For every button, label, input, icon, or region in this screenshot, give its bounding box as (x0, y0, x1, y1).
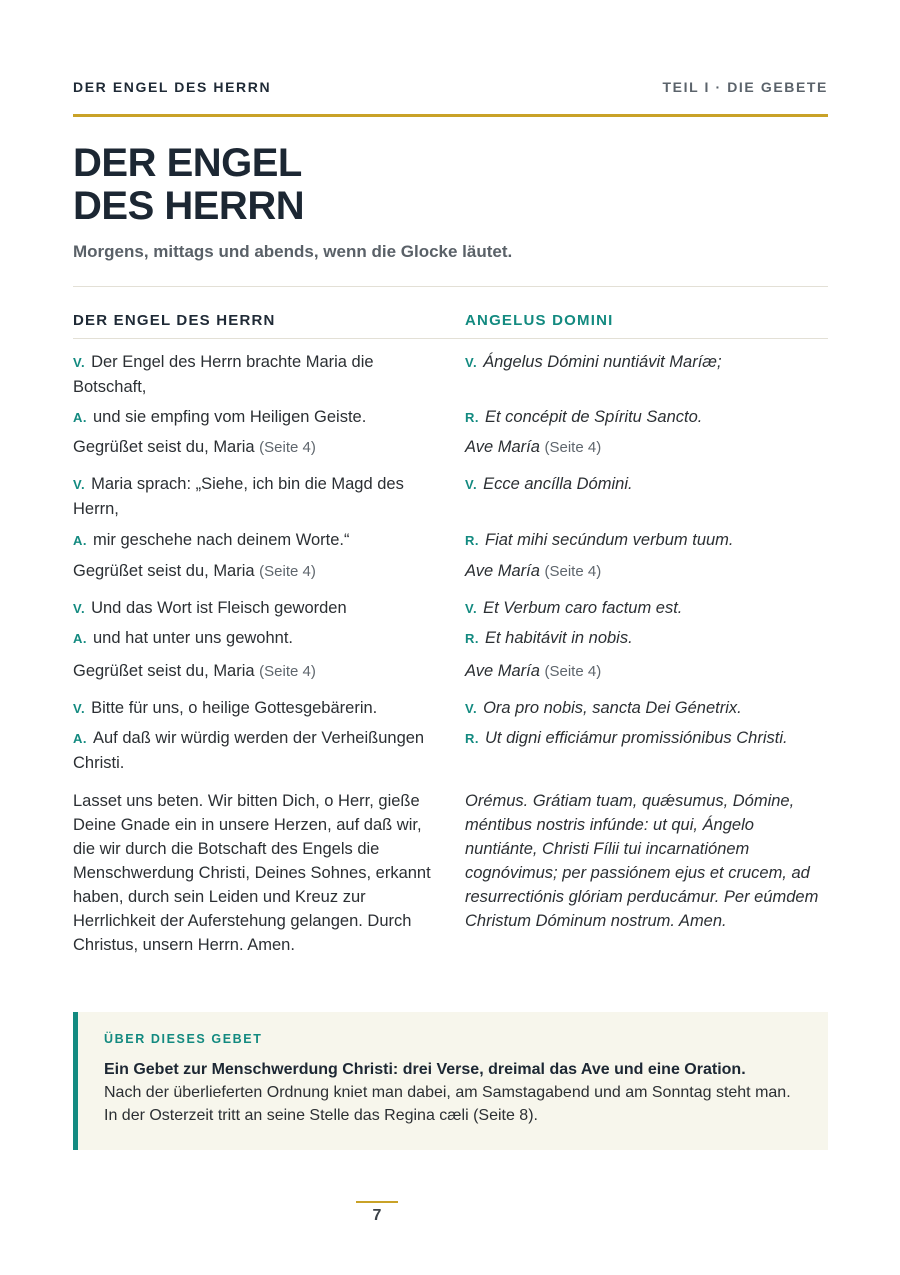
column-heading-rule (73, 338, 828, 339)
header-rule (73, 114, 828, 117)
page-title-line-2: DES HERRN (73, 184, 305, 228)
german-text: Maria sprach: „Siehe, ich bin die Magd des Herrn, (73, 475, 404, 518)
latin-line (465, 472, 828, 497)
latin-text: Et habitávit in nobis. (485, 629, 633, 647)
versicle-marker: V. (73, 477, 86, 492)
german-text: Lasset uns beten. Wir bitten Dich, o Herr, gieße Deine Gnade ein in unsere Herzen, auf daß wir, die wir durch die Botschaft des Engels die Menschwerdung Christi, Deines Sohnes, erkannt haben, durch sein Leiden und Kreuz zur Herrlichkeit der Auferstehung gelangen. Durch Christus, unsern Herrn. Amen. (73, 792, 431, 954)
info-box-label: ÜBER DIESES GEBET (104, 1032, 263, 1046)
german-line (73, 405, 443, 430)
latin-ave-line (465, 659, 828, 684)
latin-text: Ave María (465, 438, 540, 456)
german-line (73, 726, 443, 775)
response-marker: A. (73, 533, 87, 548)
german-text: mir geschehe nach deinem Worte.“ (93, 531, 350, 549)
german-ave-line (73, 435, 443, 460)
latin-ave-line (465, 435, 828, 460)
latin-line (465, 350, 828, 375)
latin-text: Orémus. Grátiam tuam, quǽsumus, Dómine, méntibus nostris infúnde: ut qui, Ángelo nuntiánte, Christi Fílii tui incarnatiónem cognóvimus; per passiónem ejus et crucem, ad resurrectiónis glóriam perducámur. Per eúmdem Christum Dóminum nostrum. Amen. (465, 792, 819, 930)
page-reference: (Seite 4) (544, 663, 602, 680)
versicle-marker: V. (465, 477, 478, 492)
response-marker: R. (465, 731, 479, 746)
latin-line (465, 696, 828, 721)
german-text: und sie empfing vom Heiligen Geiste. (93, 408, 367, 426)
page-reference: (Seite 4) (259, 439, 316, 456)
versicle-marker: V. (73, 355, 86, 370)
german-text: Der Engel des Herrn brachte Maria die Botschaft, (73, 353, 374, 396)
page-reference: (Seite 4) (259, 663, 316, 680)
running-header-right: TEIL I · DIE GEBETE (662, 79, 828, 95)
versicle-marker: V. (465, 601, 478, 616)
latin-line (465, 405, 828, 430)
latin-line (465, 596, 828, 621)
latin-text: Ave María (465, 662, 540, 680)
response-marker: A. (73, 410, 87, 425)
german-text: Gegrüßet seist du, Maria (73, 438, 255, 456)
page-reference: (Seite 4) (544, 563, 602, 580)
german-text: Auf daß wir würdig werden der Verheißungen Christi. (73, 729, 425, 772)
latin-text: Et Verbum caro factum est. (483, 599, 683, 617)
latin-text: Ora pro nobis, sancta Dei Génetrix. (483, 699, 742, 717)
latin-text: Ángelus Dómini nuntiávit Maríæ; (483, 353, 722, 371)
info-box-text: Nach der überlieferten Ordnung kniet man dabei, am Samstagabend und am Sonntag steht man. In der Osterzeit tritt an seine Stelle das Regina cæli (Seite 8). (104, 1084, 791, 1124)
page-reference: (Seite 4) (259, 563, 316, 580)
latin-oration (465, 789, 828, 933)
info-box-summary: Ein Gebet zur Menschwerdung Christi: drei Verse, dreimal das Ave und eine Oration. (104, 1061, 746, 1078)
running-header-left: DER ENGEL DES HERRN (73, 79, 272, 95)
german-ave-line (73, 559, 443, 584)
running-header (73, 79, 828, 95)
section-divider (73, 286, 828, 287)
response-marker: R. (465, 631, 479, 646)
german-text: Bitte für uns, o heilige Gottesgebärerin. (91, 699, 378, 717)
page-title-line-1: DER ENGEL (73, 141, 302, 185)
column-heading-german: DER ENGEL DES HERRN (73, 312, 276, 329)
page-title (73, 142, 304, 228)
latin-text: Et concépit de Spíritu Sancto. (485, 408, 703, 426)
german-oration (73, 789, 443, 957)
response-marker: A. (73, 631, 87, 646)
info-box (73, 1012, 828, 1150)
german-line (73, 626, 443, 651)
latin-ave-line (465, 559, 828, 584)
german-ave-line (73, 659, 443, 684)
response-marker: R. (465, 410, 479, 425)
latin-text: Ecce ancílla Dómini. (483, 475, 633, 493)
latin-text: Ut digni efficiámur promissiónibus Christi. (485, 729, 788, 747)
german-line (73, 696, 443, 721)
german-text: und hat unter uns gewohnt. (93, 629, 293, 647)
german-text: Gegrüßet seist du, Maria (73, 562, 255, 580)
response-marker: A. (73, 731, 87, 746)
german-text: Und das Wort ist Fleisch geworden (91, 599, 347, 617)
latin-line (465, 528, 828, 553)
german-text: Gegrüßet seist du, Maria (73, 662, 255, 680)
page-number: 7 (372, 1207, 382, 1224)
versicle-marker: V. (465, 701, 478, 716)
german-line (73, 472, 443, 521)
latin-text: Ave María (465, 562, 540, 580)
response-marker: R. (465, 533, 479, 548)
versicle-marker: V. (73, 601, 86, 616)
latin-line (465, 626, 828, 651)
german-line (73, 350, 443, 399)
page-subtitle: Morgens, mittags und abends, wenn die Glocke läutet. (73, 242, 513, 261)
versicle-marker: V. (73, 701, 86, 716)
latin-text: Fiat mihi secúndum verbum tuum. (485, 531, 734, 549)
versicle-marker: V. (465, 355, 478, 370)
page-number-rule (356, 1201, 398, 1203)
column-heading-latin: ANGELUS DOMINI (465, 312, 614, 329)
latin-line (465, 726, 828, 751)
german-line (73, 596, 443, 621)
german-line (73, 528, 443, 553)
page-reference: (Seite 4) (544, 439, 602, 456)
